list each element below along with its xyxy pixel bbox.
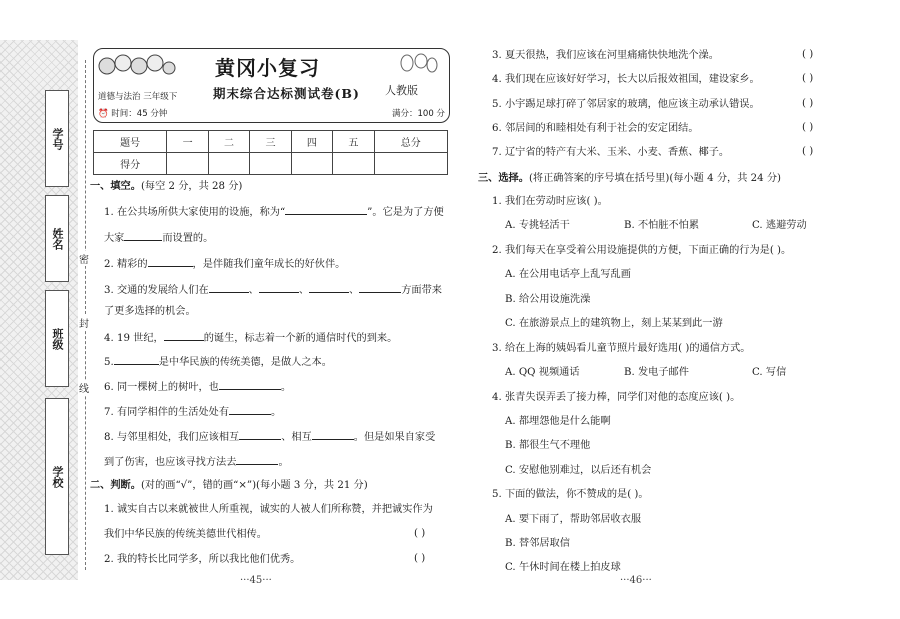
s3-q1-stem: 1. 我们在劳动时应该( )。 xyxy=(492,196,608,207)
q-text: ”。它是为了方便 xyxy=(367,207,444,218)
blank[interactable] xyxy=(124,229,162,241)
s2-q3 xyxy=(492,49,719,63)
s1-q7 xyxy=(104,403,281,420)
blank[interactable] xyxy=(229,403,271,415)
answer-paren[interactable]: ( ) xyxy=(802,146,814,157)
clock-icon: ⏰ xyxy=(98,109,109,119)
score-table xyxy=(93,130,448,175)
page-number-right: ···46··· xyxy=(620,575,652,586)
table-cell: 五 xyxy=(333,131,374,153)
score-cell[interactable] xyxy=(333,153,374,175)
school-field[interactable] xyxy=(45,398,69,555)
score-cell[interactable] xyxy=(291,153,332,175)
table-cell: 二 xyxy=(208,131,249,153)
q-text: 2. 精彩的 xyxy=(104,259,148,270)
table-cell: 三 xyxy=(250,131,291,153)
student-number-label: 学号 xyxy=(51,127,64,150)
answer-paren[interactable]: ( ) xyxy=(802,122,814,133)
s1-q8-line2 xyxy=(104,453,289,470)
s2-q6 xyxy=(492,122,699,136)
s1-q6 xyxy=(104,378,291,395)
blank[interactable] xyxy=(285,203,367,215)
q-text: 的诞生，标志着一个新的通信时代的到来。 xyxy=(203,333,398,344)
q-text: 2. 我的特长比同学多，所以我比他们优秀。 xyxy=(104,554,301,565)
q-text: ，是伴随我们童年成长的好伙伴。 xyxy=(192,259,346,270)
q-text: 7. 辽宁省的特产有大米、玉米、小麦、香蕉、椰子。 xyxy=(492,147,730,158)
q-text: 、 xyxy=(349,285,360,296)
name-label: 姓名 xyxy=(51,227,64,250)
section2-title: 二、判断。 xyxy=(90,479,141,491)
s1-q3-line2 xyxy=(104,305,196,319)
q-text: 8. 与邻里相处，我们应该相互 xyxy=(104,432,240,443)
q-text: 。但是如果自家受 xyxy=(353,432,436,443)
section1-note: (每空 2 分，共 28 分) xyxy=(140,181,243,192)
s3-q5-option-b[interactable]: B. 替邻居取信 xyxy=(505,538,570,549)
q-text: 我们中华民族的传统美德世代相传。 xyxy=(104,529,267,540)
blank[interactable] xyxy=(114,353,159,365)
q-text: 是中华民族的传统美德，是做人之本。 xyxy=(158,357,332,368)
section2-note: (对的画“√”，错的画“×”)(每小题 3 分，共 21 分) xyxy=(140,480,368,491)
blank[interactable] xyxy=(359,281,401,293)
table-cell: 题号 xyxy=(94,131,167,153)
s3-q3-option-c[interactable]: C. 写信 xyxy=(752,367,787,378)
score-cell[interactable] xyxy=(374,153,447,175)
s1-q1-line2 xyxy=(104,229,213,246)
score-cell[interactable] xyxy=(250,153,291,175)
s1-q5 xyxy=(104,353,332,370)
s3-q3-stem: 3. 给在上海的姨妈看儿童节照片最好选用( )的通信方式。 xyxy=(492,343,751,354)
s3-q1-option-b[interactable]: B. 不怕脏不怕累 xyxy=(624,220,700,231)
edition-label: 人教版 xyxy=(385,84,418,97)
section2-heading xyxy=(90,478,368,493)
table-cell: 得分 xyxy=(94,153,167,175)
table-cell: 总分 xyxy=(374,131,447,153)
blank[interactable] xyxy=(148,255,193,267)
answer-paren[interactable]: ( ) xyxy=(802,73,814,84)
score-table-header-row xyxy=(94,131,448,153)
student-number-field[interactable] xyxy=(45,90,69,187)
s2-q5 xyxy=(492,98,760,112)
q-text: 5. 小宇踢足球打碎了邻居家的玻璃，他应该主动承认错误。 xyxy=(492,99,760,110)
school-label: 学校 xyxy=(51,465,64,488)
time-text: 时间：45 分钟 xyxy=(111,109,168,119)
score-cell[interactable] xyxy=(167,153,208,175)
page-number-left: ···45··· xyxy=(240,575,272,586)
q-text: 。 xyxy=(271,407,282,418)
q-text: 4. 19 世纪， xyxy=(104,333,164,344)
q-text: 、 xyxy=(248,285,259,296)
answer-paren[interactable]: ( ) xyxy=(802,98,814,109)
q-text: 1. 诚实自古以来就被世人所重视，诚实的人被人们所称赞，并把诚实作为 xyxy=(104,504,433,515)
table-cell: 一 xyxy=(167,131,208,153)
class-field[interactable] xyxy=(45,290,69,387)
section1-heading xyxy=(90,179,242,194)
answer-paren[interactable]: ( ) xyxy=(414,553,426,564)
time-limit xyxy=(98,107,167,119)
answer-paren[interactable]: ( ) xyxy=(802,49,814,60)
blank[interactable] xyxy=(219,378,281,390)
s1-q1-line1 xyxy=(104,203,444,220)
s3-q2-option-c[interactable]: C. 在旅游景点上的建筑物上，刻上某某到此一游 xyxy=(505,318,723,329)
s3-q4-stem: 4. 张青失误弄丢了接力棒，同学们对他的态度应该( )。 xyxy=(492,392,741,403)
s2-q1-line2 xyxy=(104,528,267,542)
s3-q4-option-c[interactable]: C. 安慰他别难过，以后还有机会 xyxy=(505,465,652,476)
q-text: 1. 在公共场所供大家使用的设施，称为“ xyxy=(104,207,286,218)
name-field[interactable] xyxy=(45,195,69,282)
s3-q2-option-b[interactable]: B. 给公用设施洗澡 xyxy=(505,294,591,305)
q-text: 大家 xyxy=(104,233,125,244)
answer-paren[interactable]: ( ) xyxy=(414,528,426,539)
test-title: 期末综合达标测试卷(B) xyxy=(213,86,360,101)
subject-grade: 道德与法治 三年级下 xyxy=(98,92,178,102)
s3-q3-option-a[interactable]: A. QQ 视频通话 xyxy=(505,367,580,378)
balloons-icon xyxy=(395,53,440,81)
cut-word-xian: 线 xyxy=(79,380,89,395)
s3-q5-option-c[interactable]: C. 午休时间在楼上拍皮球 xyxy=(505,562,621,573)
section3-title: 三、选择。 xyxy=(478,172,529,184)
blank[interactable] xyxy=(164,329,204,341)
blank[interactable] xyxy=(259,281,299,293)
cut-word-feng: 封 xyxy=(79,315,89,330)
q-text: 5. xyxy=(104,357,114,368)
q-text: 3. 交通的发展给人们在 xyxy=(104,285,209,296)
s2-q7 xyxy=(492,146,729,160)
s3-q1-option-a[interactable]: A. 专挑轻活干 xyxy=(505,220,570,231)
s3-q5-option-a[interactable]: A. 要下雨了，帮助邻居收衣服 xyxy=(505,514,642,525)
blank[interactable] xyxy=(236,453,278,465)
q-text: 4. 我们现在应该好好学习，长大以后报效祖国，建设家乡。 xyxy=(492,74,760,85)
q-text: 而设置的。 xyxy=(162,233,214,244)
blank[interactable] xyxy=(209,281,249,293)
q-text: 方面带来 xyxy=(401,285,442,296)
q-text: 7. 有同学相伴的生活处处有 xyxy=(104,407,230,418)
s2-q1-line1 xyxy=(104,503,433,517)
s3-q2-stem: 2. 我们每天在享受着公用设施提供的方便，下面正确的行为是( )。 xyxy=(492,245,792,256)
q-text: 。 xyxy=(280,382,292,393)
s3-q5-stem: 5. 下面的做法，你不赞成的是( )。 xyxy=(492,489,649,500)
brand-logo: 黄冈小复习 xyxy=(215,56,320,80)
q-text: 6. 同一棵树上的树叶，也 xyxy=(104,382,219,393)
q-text: 到了伤害，也应该寻找方法去 xyxy=(104,457,237,468)
cut-word-mi: 密 xyxy=(79,251,89,266)
q-text: 3. 夏天很热，我们应该在河里痛痛快快地洗个澡。 xyxy=(492,50,719,61)
s3-q2-option-a[interactable]: A. 在公用电话亭上乱写乱画 xyxy=(505,269,631,280)
section3-note: (将正确答案的序号填在括号里)(每小题 4 分，共 24 分) xyxy=(528,173,781,184)
score-cell[interactable] xyxy=(208,153,249,175)
blank[interactable] xyxy=(309,281,349,293)
s2-q4 xyxy=(492,73,760,87)
s1-q3-line1 xyxy=(104,281,442,298)
section1-title: 一、填空。 xyxy=(90,180,141,192)
blank[interactable] xyxy=(312,428,354,440)
s3-q1-option-c[interactable]: C. 逃避劳动 xyxy=(752,220,807,231)
s3-q4-option-b[interactable]: B. 都很生气不理他 xyxy=(505,440,591,451)
s3-q4-option-a[interactable]: A. 都埋怨他是什么能啊 xyxy=(505,416,611,427)
s3-q3-option-b[interactable]: B. 发电子邮件 xyxy=(624,367,689,378)
q-text: 了更多选择的机会。 xyxy=(104,306,196,317)
q-text: 6. 邻居间的和睦相处有利于社会的安定团结。 xyxy=(492,123,699,134)
table-cell: 四 xyxy=(291,131,332,153)
q-text: 、相互 xyxy=(281,432,312,443)
s2-q2 xyxy=(104,553,300,567)
s1-q2 xyxy=(104,255,345,272)
children-illustration-icon xyxy=(97,50,177,80)
class-label: 班级 xyxy=(51,327,64,350)
s1-q8-line1 xyxy=(104,428,435,445)
full-score: 满分：100 分 xyxy=(392,109,445,119)
q-text: 、 xyxy=(298,285,310,296)
score-table-score-row xyxy=(94,153,448,175)
q-text: 。 xyxy=(278,457,289,468)
s1-q4 xyxy=(104,329,397,346)
section3-heading xyxy=(478,171,781,186)
blank[interactable] xyxy=(239,428,281,440)
